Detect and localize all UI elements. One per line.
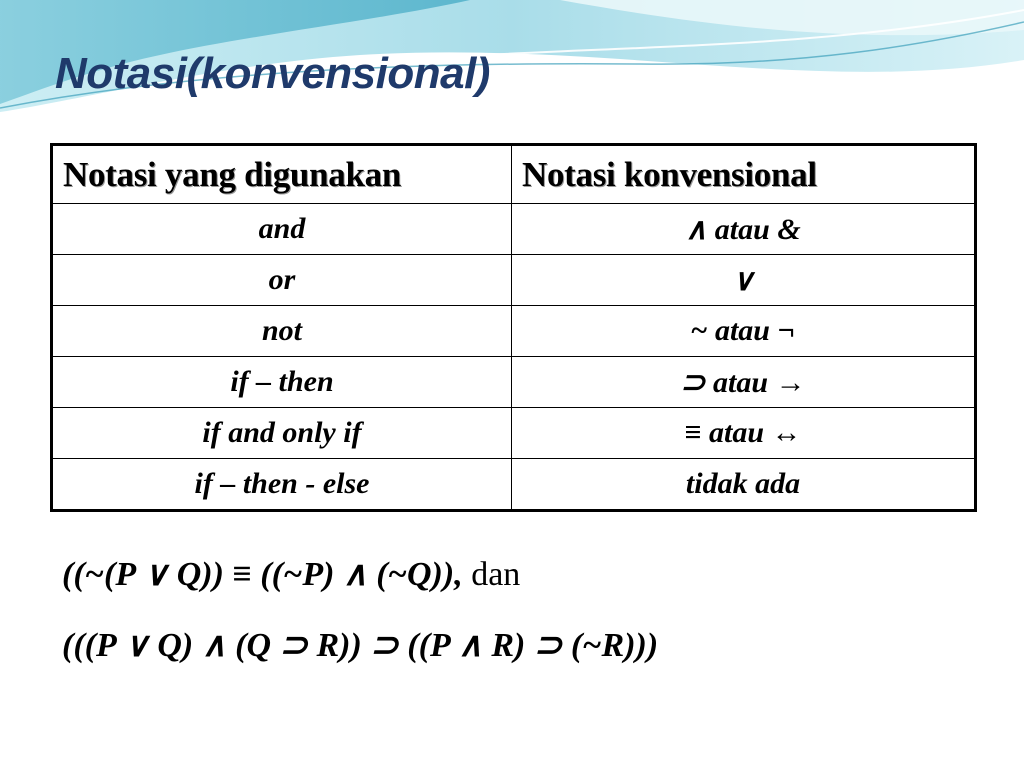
table-row (52, 255, 976, 306)
notation-table (50, 143, 977, 512)
table-row (52, 306, 976, 357)
conventional-notation-cell: ~ atau ¬ (512, 306, 976, 357)
formula-connector-text: dan (471, 556, 521, 593)
table-row (52, 459, 976, 511)
header-conventional-notation: Notasi konvensional (512, 145, 976, 204)
used-notation-cell: not (52, 306, 512, 357)
table-header-row (52, 145, 976, 204)
conventional-notation-cell: ⊃ atau → (512, 357, 976, 408)
formula-implication (62, 624, 658, 668)
used-notation-cell: or (52, 255, 512, 306)
conventional-notation-cell: tidak ada (512, 459, 976, 511)
used-notation-cell: if – then (52, 357, 512, 408)
header-used-notation: Notasi yang digunakan (52, 145, 512, 204)
used-notation-cell: if and only if (52, 408, 512, 459)
slide-title: Notasi(konvensional) (55, 49, 490, 98)
conventional-notation-cell: ∨ (512, 255, 976, 306)
conventional-notation-cell: ≡ atau ↔ (512, 408, 976, 459)
used-notation-cell: if – then - else (52, 459, 512, 511)
table-row (52, 204, 976, 255)
used-notation-cell: and (52, 204, 512, 255)
conventional-notation-cell: ∧ atau & (512, 204, 976, 255)
table-row (52, 408, 976, 459)
table-row (52, 357, 976, 408)
formula-de-morgan (62, 553, 520, 597)
formula-line-1: ((~(P ∨ Q)) ≡ ((~P) ∧ (~Q)), (62, 556, 463, 593)
formula-line-2: (((P ∨ Q) ∧ (Q ⊃ R)) ⊃ ((P ∧ R) ⊃ (~R))) (62, 627, 659, 664)
